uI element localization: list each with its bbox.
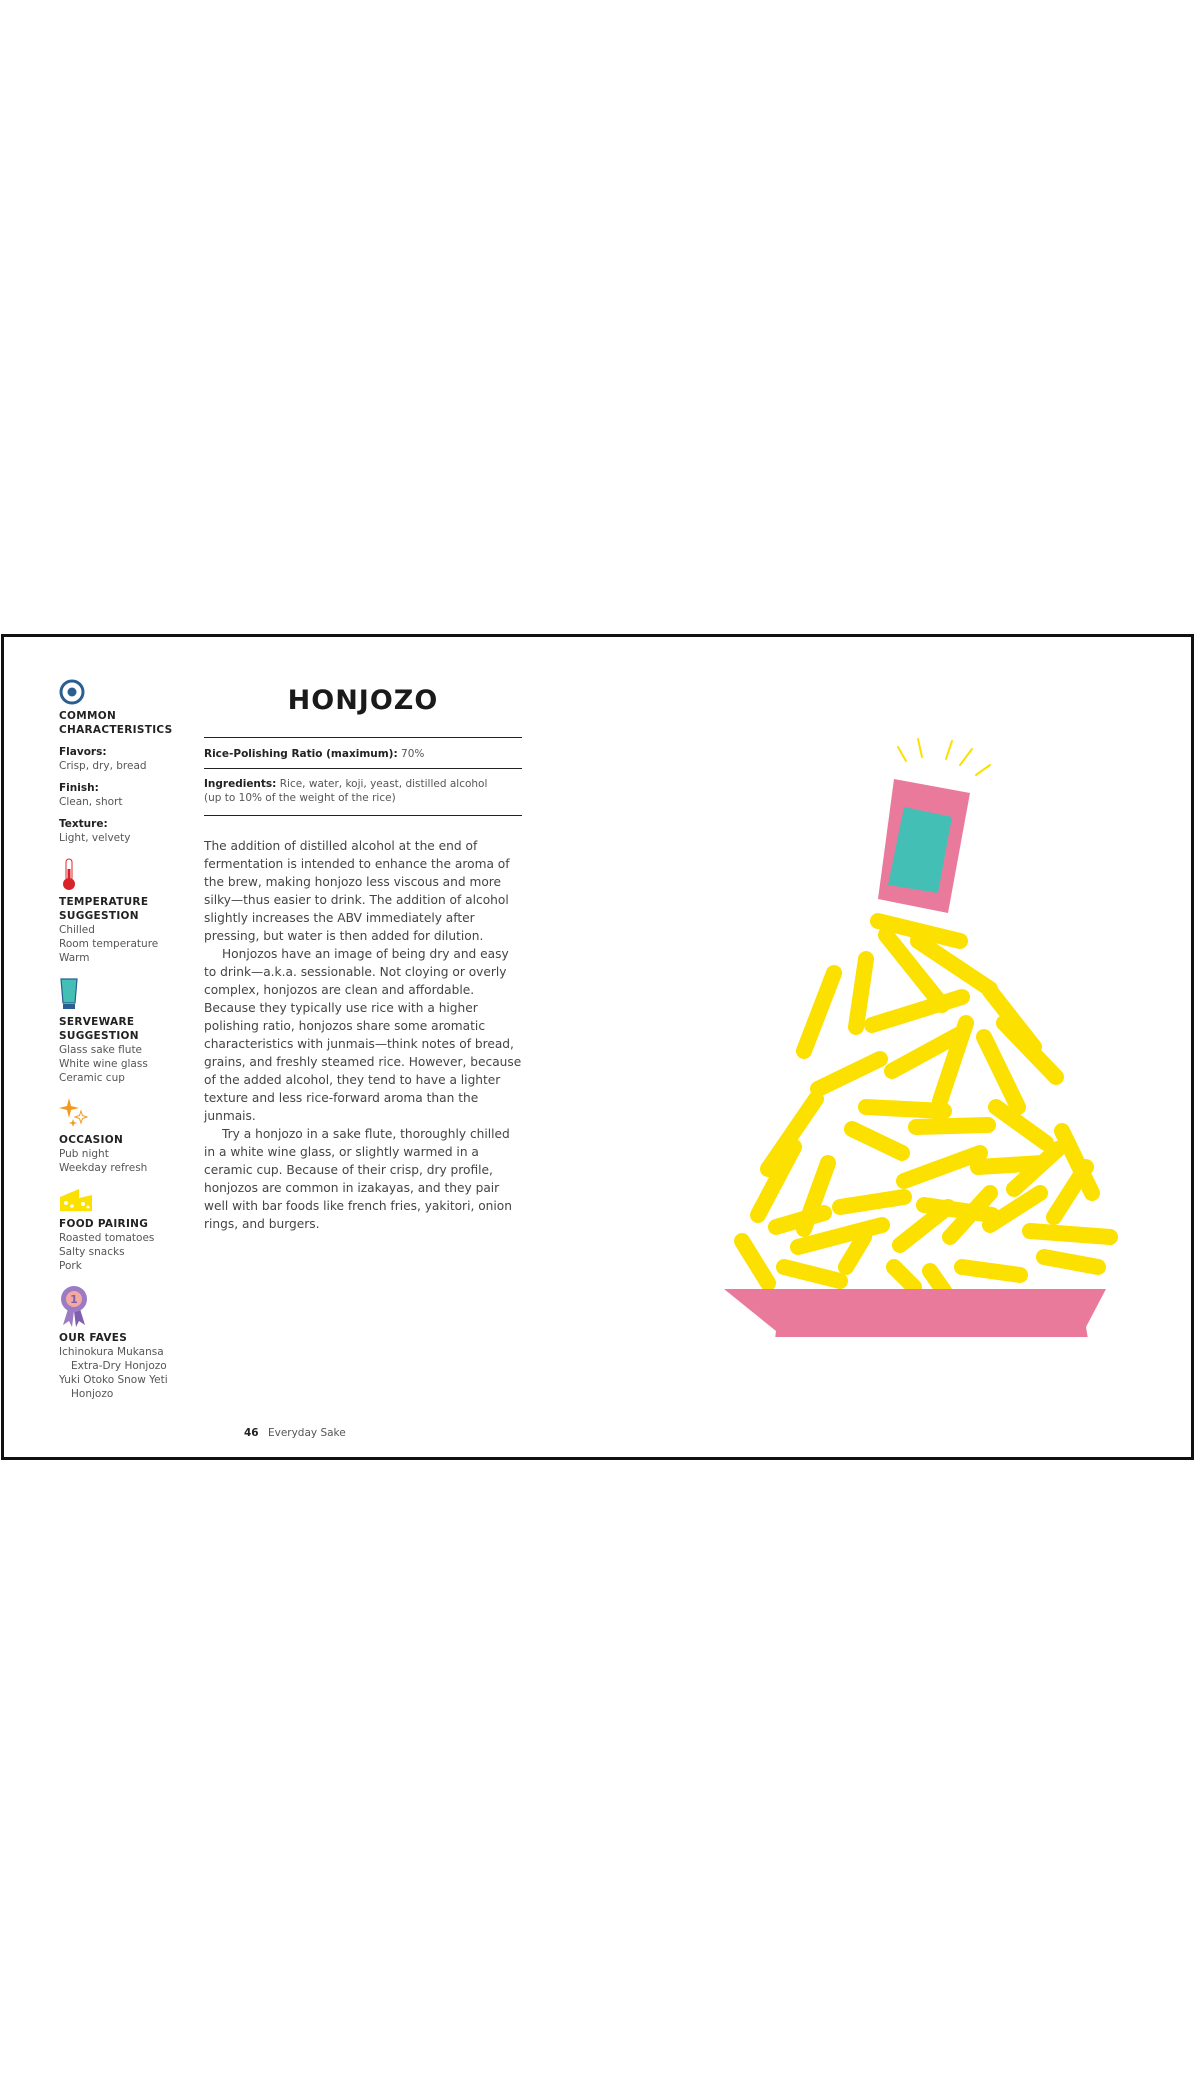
temperature-item: Room temperature bbox=[59, 938, 159, 950]
bottle-label bbox=[878, 779, 970, 913]
faves-block bbox=[59, 1285, 174, 1401]
paragraph: Honjozos have an image of being dry and easy to drink—a.k.a. sessionable. Not cloying or overly complex, honjozos are clean and affordable. Because they typically use rice with a higher polishing ratio, honjozos share some aromatic characteristics with junmais—think notes of bread, grains, and freshly steamed rice. However, because of the added alcohol, they tend to have a lighter texture and less rice-forward aroma than the junmais. bbox=[204, 947, 522, 1123]
finish-value: Clean, short bbox=[59, 796, 123, 808]
polishing-ratio bbox=[204, 747, 522, 761]
thermometer-icon bbox=[59, 857, 79, 891]
food-block bbox=[59, 1187, 174, 1273]
fave-item: Ichinokura Mukansa bbox=[59, 1346, 164, 1358]
paragraph: The addition of distilled alcohol at the end of fermentation is intended to enhance the aroma of the brew, making honjozo less viscous and more silky—thus easier to drink. The addition of alcohol slightly increases the ABV immediately after pressing, but water is then added for dilution. bbox=[204, 839, 510, 943]
occasion-heading: OCCASION bbox=[59, 1134, 124, 1146]
sidebar bbox=[59, 679, 174, 1413]
ingredients-line1: Rice, water, koji, yeast, distilled alcohol bbox=[279, 778, 488, 790]
temperature-item: Chilled bbox=[59, 924, 95, 936]
characteristics-heading: COMMON CHARACTERISTICS bbox=[59, 710, 173, 736]
ingredients bbox=[204, 777, 522, 805]
serveware-block bbox=[59, 977, 174, 1085]
serveware-item: Glass sake flute bbox=[59, 1044, 143, 1056]
fave-item: Extra-Dry Honjozo bbox=[71, 1360, 167, 1372]
occasion-item: Pub night bbox=[59, 1148, 109, 1160]
polishing-label: Rice-Polishing Ratio (maximum): bbox=[204, 748, 398, 760]
divider bbox=[204, 815, 522, 816]
divider bbox=[204, 768, 522, 769]
ingredients-line2: (up to 10% of the weight of the rice) bbox=[204, 792, 396, 804]
serveware-heading: SERVEWARE SUGGESTION bbox=[59, 1016, 139, 1042]
serving-basket bbox=[724, 1289, 1106, 1337]
fave-item: Honjozo bbox=[71, 1388, 114, 1400]
body-text bbox=[204, 837, 524, 1233]
page-footer bbox=[244, 1427, 346, 1439]
flavors-label: Flavors: bbox=[59, 746, 107, 758]
fave-item: Yuki Otoko Snow Yeti bbox=[59, 1374, 168, 1386]
faves-heading: OUR FAVES bbox=[59, 1332, 128, 1344]
sake-glass-icon bbox=[59, 977, 79, 1011]
food-item: Pork bbox=[59, 1260, 82, 1272]
fries-bottle-illustration bbox=[694, 727, 1134, 1337]
flavors-value: Crisp, dry, bread bbox=[59, 760, 147, 772]
characteristics-block bbox=[59, 679, 174, 845]
food-item: Salty snacks bbox=[59, 1246, 125, 1258]
polishing-value: 70% bbox=[401, 748, 425, 760]
french-fries bbox=[742, 921, 1110, 1291]
finish-label: Finish: bbox=[59, 782, 99, 794]
page-title: HONJOZO bbox=[287, 685, 439, 716]
food-heading: FOOD PAIRING bbox=[59, 1218, 149, 1230]
book-title: Everyday Sake bbox=[267, 1427, 346, 1439]
paragraph: Try a honjozo in a sake flute, thoroughly chilled in a white wine glass, or slightly warmed in a ceramic cup. Because of their crisp, dry profile, honjozos are common in izakayas, and they pair well with bar foods like french fries, yakitori, onion rings, and burgers. bbox=[204, 1127, 512, 1231]
cheese-icon bbox=[59, 1187, 93, 1213]
food-item: Roasted tomatoes bbox=[59, 1232, 155, 1244]
occasion-item: Weekday refresh bbox=[59, 1162, 148, 1174]
award-number: 1 bbox=[70, 1293, 78, 1306]
serveware-item: White wine glass bbox=[59, 1058, 148, 1070]
page-number: 46 bbox=[244, 1427, 259, 1439]
target-icon bbox=[59, 679, 85, 705]
award-ribbon-icon bbox=[59, 1285, 89, 1327]
divider bbox=[204, 737, 522, 738]
texture-value: Light, velvety bbox=[59, 832, 131, 844]
texture-label: Texture: bbox=[59, 818, 108, 830]
temperature-item: Warm bbox=[59, 952, 90, 964]
serveware-item: Ceramic cup bbox=[59, 1072, 125, 1084]
temperature-block bbox=[59, 857, 174, 965]
sparkle-icon bbox=[59, 1097, 91, 1129]
book-spread bbox=[1, 634, 1194, 1460]
ingredients-label: Ingredients: bbox=[204, 778, 277, 790]
shine-lines bbox=[898, 739, 990, 775]
temperature-heading: TEMPERATURE SUGGESTION bbox=[59, 896, 149, 922]
occasion-block bbox=[59, 1097, 174, 1175]
